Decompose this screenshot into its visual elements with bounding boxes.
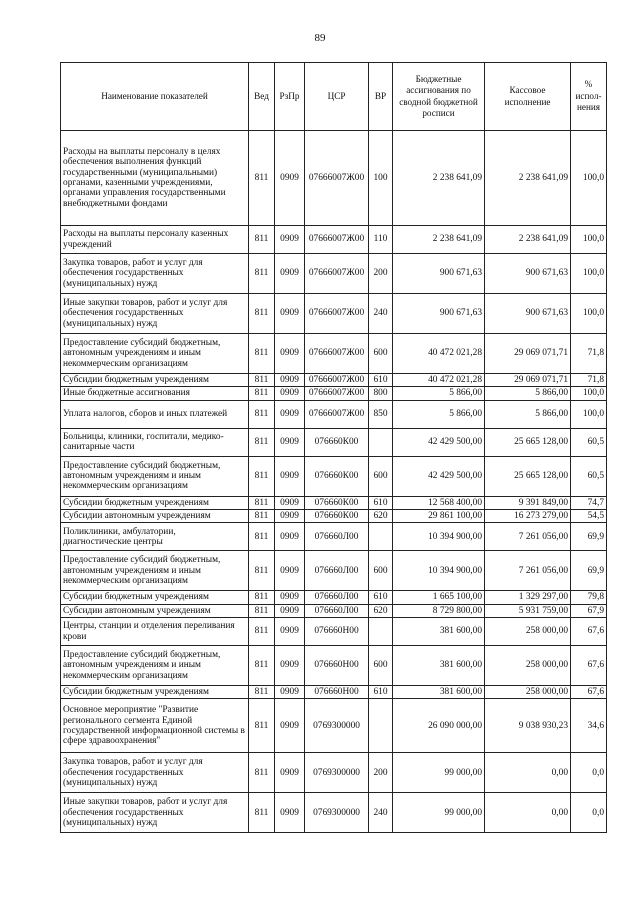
row-cash: 258 000,00 xyxy=(485,618,571,646)
row-vr: 610 xyxy=(369,591,393,604)
row-cash: 25 665 128,00 xyxy=(485,456,571,496)
row-ved: 811 xyxy=(249,131,275,226)
budget-table xyxy=(60,62,607,833)
row-rzpr: 0909 xyxy=(275,226,305,254)
row-vr: 610 xyxy=(369,496,393,509)
row-name: Основное мероприятие "Развитие регионального сегмента Единой государственной информационной системы в сфере здравоохранения" xyxy=(61,699,249,753)
table-row xyxy=(61,387,607,400)
row-cash: 7 261 056,00 xyxy=(485,551,571,591)
row-rzpr: 0909 xyxy=(275,400,305,428)
row-ved: 811 xyxy=(249,496,275,509)
row-percent: 60,5 xyxy=(571,428,607,456)
row-percent: 69,9 xyxy=(571,523,607,551)
row-vr: 100 xyxy=(369,131,393,226)
table-row xyxy=(61,618,607,646)
row-rzpr: 0909 xyxy=(275,294,305,334)
row-csr: 076660Л00 xyxy=(305,551,369,591)
row-rzpr: 0909 xyxy=(275,618,305,646)
row-assigned: 40 472 021,28 xyxy=(393,374,485,387)
row-ved: 811 xyxy=(249,604,275,617)
row-percent: 100,0 xyxy=(571,131,607,226)
row-ved: 811 xyxy=(249,428,275,456)
row-percent: 100,0 xyxy=(571,254,607,294)
row-csr: 07666007Ж00 xyxy=(305,387,369,400)
table-header-row xyxy=(61,63,607,131)
row-name: Иные бюджетные ассигнования xyxy=(61,387,249,400)
table-row xyxy=(61,646,607,686)
row-percent: 100,0 xyxy=(571,294,607,334)
row-vr xyxy=(369,618,393,646)
row-percent: 71,8 xyxy=(571,334,607,374)
row-assigned: 381 600,00 xyxy=(393,618,485,646)
row-assigned: 99 000,00 xyxy=(393,793,485,833)
row-ved: 811 xyxy=(249,551,275,591)
row-vr: 200 xyxy=(369,254,393,294)
table-row xyxy=(61,793,607,833)
row-name: Субсидии бюджетным учреждениям xyxy=(61,374,249,387)
row-ved: 811 xyxy=(249,699,275,753)
row-vr: 240 xyxy=(369,294,393,334)
row-csr: 07666007Ж00 xyxy=(305,334,369,374)
row-name: Предоставление субсидий бюджетным, автономным учреждениям и иным некоммерческим организациям xyxy=(61,646,249,686)
row-assigned: 900 671,63 xyxy=(393,294,485,334)
row-cash: 0,00 xyxy=(485,793,571,833)
row-percent: 0,0 xyxy=(571,793,607,833)
row-vr: 620 xyxy=(369,510,393,523)
row-csr: 0769300000 xyxy=(305,793,369,833)
row-csr: 076660К00 xyxy=(305,456,369,496)
table-row xyxy=(61,496,607,509)
row-assigned: 99 000,00 xyxy=(393,753,485,793)
row-assigned: 42 429 500,00 xyxy=(393,428,485,456)
row-vr: 600 xyxy=(369,334,393,374)
row-percent: 74,7 xyxy=(571,496,607,509)
row-assigned: 2 238 641,09 xyxy=(393,131,485,226)
row-name: Субсидии бюджетным учреждениям xyxy=(61,591,249,604)
row-name: Иные закупки товаров, работ и услуг для обеспечения государственных (муниципальных) нужд xyxy=(61,793,249,833)
table-row xyxy=(61,510,607,523)
table-row xyxy=(61,400,607,428)
row-rzpr: 0909 xyxy=(275,686,305,699)
row-csr: 076660Л00 xyxy=(305,604,369,617)
row-cash: 5 931 759,00 xyxy=(485,604,571,617)
row-percent: 100,0 xyxy=(571,387,607,400)
row-cash: 9 038 930,23 xyxy=(485,699,571,753)
row-percent: 67,6 xyxy=(571,686,607,699)
table-row xyxy=(61,374,607,387)
row-percent: 71,8 xyxy=(571,374,607,387)
row-cash: 9 391 849,00 xyxy=(485,496,571,509)
row-assigned: 26 090 000,00 xyxy=(393,699,485,753)
row-name: Иные закупки товаров, работ и услуг для обеспечения государственных (муниципальных) нужд xyxy=(61,294,249,334)
row-csr: 0769300000 xyxy=(305,699,369,753)
row-rzpr: 0909 xyxy=(275,456,305,496)
header-csr: ЦСР xyxy=(305,63,369,131)
row-vr: 800 xyxy=(369,387,393,400)
row-name: Уплата налогов, сборов и иных платежей xyxy=(61,400,249,428)
table-row xyxy=(61,753,607,793)
row-name: Закупка товаров, работ и услуг для обеспечения государственных (муниципальных) нужд xyxy=(61,753,249,793)
row-cash: 900 671,63 xyxy=(485,294,571,334)
row-cash: 5 866,00 xyxy=(485,400,571,428)
row-vr: 600 xyxy=(369,456,393,496)
row-rzpr: 0909 xyxy=(275,510,305,523)
table-row xyxy=(61,551,607,591)
row-cash: 2 238 641,09 xyxy=(485,226,571,254)
table-row xyxy=(61,334,607,374)
row-vr xyxy=(369,428,393,456)
table-row xyxy=(61,226,607,254)
row-ved: 811 xyxy=(249,294,275,334)
header-cash: Кассовое исполнение xyxy=(485,63,571,131)
header-name: Наименование показателей xyxy=(61,63,249,131)
row-cash: 0,00 xyxy=(485,753,571,793)
row-ved: 811 xyxy=(249,226,275,254)
table-row xyxy=(61,523,607,551)
row-cash: 258 000,00 xyxy=(485,646,571,686)
row-assigned: 12 568 400,00 xyxy=(393,496,485,509)
row-csr: 076660Н00 xyxy=(305,686,369,699)
row-cash: 25 665 128,00 xyxy=(485,428,571,456)
table-row xyxy=(61,456,607,496)
row-ved: 811 xyxy=(249,456,275,496)
row-assigned: 900 671,63 xyxy=(393,254,485,294)
row-name: Закупка товаров, работ и услуг для обеспечения государственных (муниципальных) нужд xyxy=(61,254,249,294)
row-csr: 076660Л00 xyxy=(305,591,369,604)
row-ved: 811 xyxy=(249,387,275,400)
table-row xyxy=(61,591,607,604)
row-percent: 69,9 xyxy=(571,551,607,591)
row-name: Расходы на выплаты персоналу казенных учреждений xyxy=(61,226,249,254)
row-assigned: 5 866,00 xyxy=(393,400,485,428)
row-assigned: 1 665 100,00 xyxy=(393,591,485,604)
row-name: Субсидии автономным учреждениям xyxy=(61,604,249,617)
row-assigned: 40 472 021,28 xyxy=(393,334,485,374)
row-cash: 7 261 056,00 xyxy=(485,523,571,551)
row-csr: 076660Н00 xyxy=(305,618,369,646)
row-percent: 60,5 xyxy=(571,456,607,496)
row-vr: 240 xyxy=(369,793,393,833)
row-ved: 811 xyxy=(249,618,275,646)
row-ved: 811 xyxy=(249,254,275,294)
header-rzpr: РзПр xyxy=(275,63,305,131)
row-vr: 620 xyxy=(369,604,393,617)
row-assigned: 8 729 800,00 xyxy=(393,604,485,617)
row-rzpr: 0909 xyxy=(275,604,305,617)
row-rzpr: 0909 xyxy=(275,699,305,753)
row-percent: 34,6 xyxy=(571,699,607,753)
row-assigned: 381 600,00 xyxy=(393,686,485,699)
row-ved: 811 xyxy=(249,374,275,387)
row-ved: 811 xyxy=(249,793,275,833)
row-rzpr: 0909 xyxy=(275,131,305,226)
row-name: Предоставление субсидий бюджетным, автономным учреждениям и иным некоммерческим организациям xyxy=(61,456,249,496)
header-assigned: Бюджетные ассигнования по сводной бюджетной росписи xyxy=(393,63,485,131)
row-csr: 07666007Ж00 xyxy=(305,254,369,294)
header-percent: % испол-нения xyxy=(571,63,607,131)
row-percent: 67,6 xyxy=(571,618,607,646)
row-rzpr: 0909 xyxy=(275,374,305,387)
row-csr: 076660Н00 xyxy=(305,646,369,686)
table-row xyxy=(61,686,607,699)
row-vr: 610 xyxy=(369,374,393,387)
row-name: Больницы, клиники, госпитали, медико-санитарные части xyxy=(61,428,249,456)
header-vr: ВР xyxy=(369,63,393,131)
row-cash: 5 866,00 xyxy=(485,387,571,400)
row-cash: 29 069 071,71 xyxy=(485,334,571,374)
row-cash: 2 238 641,09 xyxy=(485,131,571,226)
row-ved: 811 xyxy=(249,510,275,523)
row-ved: 811 xyxy=(249,686,275,699)
row-assigned: 5 866,00 xyxy=(393,387,485,400)
row-cash: 1 329 297,00 xyxy=(485,591,571,604)
row-rzpr: 0909 xyxy=(275,334,305,374)
row-vr: 850 xyxy=(369,400,393,428)
row-name: Центры, станции и отделения переливания крови xyxy=(61,618,249,646)
row-rzpr: 0909 xyxy=(275,646,305,686)
row-vr xyxy=(369,699,393,753)
table-row xyxy=(61,428,607,456)
row-name: Поликлиники, амбулатории, диагностические центры xyxy=(61,523,249,551)
row-csr: 076660К00 xyxy=(305,496,369,509)
row-rzpr: 0909 xyxy=(275,387,305,400)
row-rzpr: 0909 xyxy=(275,254,305,294)
row-rzpr: 0909 xyxy=(275,591,305,604)
row-csr: 076660К00 xyxy=(305,510,369,523)
table-body xyxy=(61,131,607,833)
table-row xyxy=(61,254,607,294)
row-percent: 79,8 xyxy=(571,591,607,604)
row-percent: 67,9 xyxy=(571,604,607,617)
row-rzpr: 0909 xyxy=(275,523,305,551)
row-cash: 900 671,63 xyxy=(485,254,571,294)
row-ved: 811 xyxy=(249,591,275,604)
row-csr: 07666007Ж00 xyxy=(305,226,369,254)
row-rzpr: 0909 xyxy=(275,793,305,833)
row-cash: 258 000,00 xyxy=(485,686,571,699)
row-vr: 110 xyxy=(369,226,393,254)
row-ved: 811 xyxy=(249,646,275,686)
page-number: 89 xyxy=(314,32,326,44)
row-name: Субсидии автономным учреждениям xyxy=(61,510,249,523)
row-rzpr: 0909 xyxy=(275,753,305,793)
header-ved: Вед xyxy=(249,63,275,131)
row-ved: 811 xyxy=(249,523,275,551)
row-assigned: 10 394 900,00 xyxy=(393,523,485,551)
row-assigned: 42 429 500,00 xyxy=(393,456,485,496)
row-csr: 07666007Ж00 xyxy=(305,400,369,428)
row-rzpr: 0909 xyxy=(275,428,305,456)
row-percent: 100,0 xyxy=(571,226,607,254)
table-row xyxy=(61,604,607,617)
row-vr: 600 xyxy=(369,551,393,591)
row-csr: 076660К00 xyxy=(305,428,369,456)
table-row xyxy=(61,131,607,226)
row-rzpr: 0909 xyxy=(275,551,305,591)
row-ved: 811 xyxy=(249,753,275,793)
row-csr: 0769300000 xyxy=(305,753,369,793)
row-vr: 200 xyxy=(369,753,393,793)
row-cash: 29 069 071,71 xyxy=(485,374,571,387)
table-row xyxy=(61,294,607,334)
row-percent: 0,0 xyxy=(571,753,607,793)
row-csr: 076660Л00 xyxy=(305,523,369,551)
row-csr: 07666007Ж00 xyxy=(305,131,369,226)
row-assigned: 381 600,00 xyxy=(393,646,485,686)
row-assigned: 29 861 100,00 xyxy=(393,510,485,523)
row-name: Предоставление субсидий бюджетным, автономным учреждениям и иным некоммерческим организациям xyxy=(61,551,249,591)
row-cash: 16 273 279,00 xyxy=(485,510,571,523)
row-name: Субсидии бюджетным учреждениям xyxy=(61,496,249,509)
row-percent: 54,5 xyxy=(571,510,607,523)
row-assigned: 2 238 641,09 xyxy=(393,226,485,254)
row-name: Предоставление субсидий бюджетным, автономным учреждениям и иным некоммерческим организациям xyxy=(61,334,249,374)
row-csr: 07666007Ж00 xyxy=(305,374,369,387)
row-percent: 67,6 xyxy=(571,646,607,686)
row-ved: 811 xyxy=(249,400,275,428)
row-ved: 811 xyxy=(249,334,275,374)
table-row xyxy=(61,699,607,753)
row-rzpr: 0909 xyxy=(275,496,305,509)
row-name: Расходы на выплаты персоналу в целях обеспечения выполнения функций государственными (муниципальными) органами, казенными учреждениями, органами управления государственными внебюджетными фондами xyxy=(61,131,249,226)
row-csr: 07666007Ж00 xyxy=(305,294,369,334)
row-percent: 100,0 xyxy=(571,400,607,428)
row-vr: 600 xyxy=(369,646,393,686)
row-assigned: 10 394 900,00 xyxy=(393,551,485,591)
row-vr xyxy=(369,523,393,551)
row-vr: 610 xyxy=(369,686,393,699)
row-name: Субсидии бюджетным учреждениям xyxy=(61,686,249,699)
